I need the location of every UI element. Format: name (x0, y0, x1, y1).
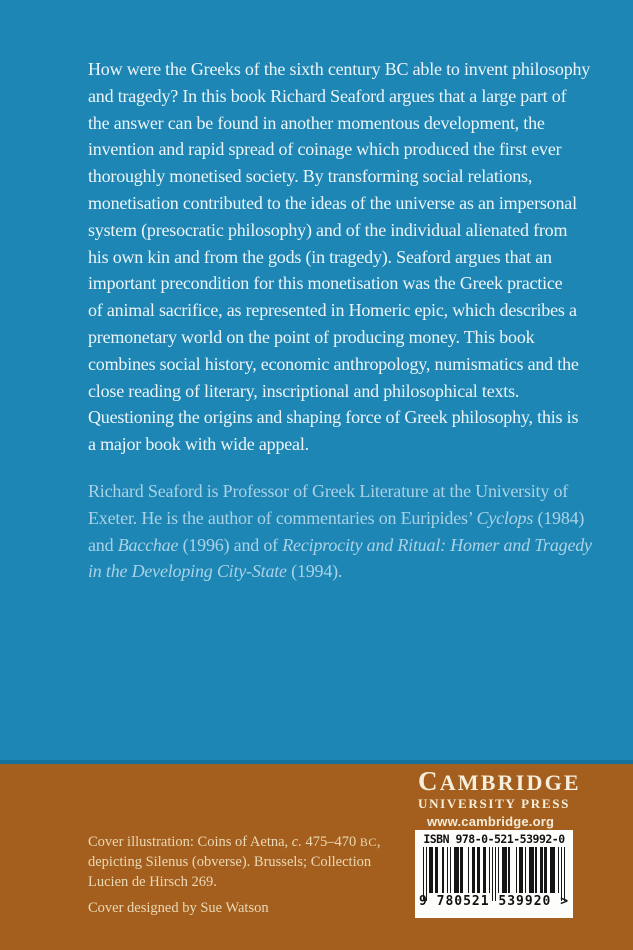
barcode-bars (415, 847, 573, 893)
illustration-credit-line (88, 872, 408, 892)
cambridge-university-press-logo (418, 766, 581, 829)
credit-text: , (376, 834, 381, 850)
illustration-credit-line (88, 832, 408, 852)
bio-text: (1994). (286, 561, 343, 582)
synopsis-line: of animal sacrifice, as represented in Homeric epic, which describes a (88, 300, 577, 321)
book-title-italic: Cyclops (476, 507, 534, 528)
credit-text: Lucien de Hirsch 269. (88, 874, 217, 890)
publisher-website: www.cambridge.org (427, 814, 555, 829)
synopsis-line: important precondition for this monetisation was the Greek practice (88, 273, 563, 294)
synopsis-line: a major book with wide appeal. (88, 434, 309, 455)
designer-credit: Cover designed by Sue Watson (88, 900, 269, 916)
cover-credits (88, 832, 408, 918)
book-title-italic: in the Developing City-State (88, 561, 287, 582)
credit-text: 475–470 (301, 834, 360, 850)
publisher-imprint: UNIVERSITY PRESS (418, 796, 571, 811)
book-title-italic: Reciprocity and Ritual: Homer and Tragedy (282, 534, 592, 555)
circa-italic: c. (291, 834, 302, 850)
synopsis-line: his own kin and from the gods (in tragedy). Seaford argues that an (88, 246, 552, 267)
bio-text: (1996) and of (178, 534, 283, 555)
bio-text: Exeter. He is the author of commentaries on Euripides’ (88, 507, 477, 528)
isbn-barcode (415, 830, 573, 918)
synopsis-line: combines social history, economic anthropology, numismatics and the (88, 353, 579, 374)
bio-line (88, 478, 628, 505)
synopsis-line: invention and rapid spread of coinage which produced the first ever (88, 139, 562, 160)
credit-text: Cover illustration: Coins of Aetna, (88, 834, 292, 850)
synopsis-paragraph (88, 56, 628, 458)
book-title-italic: Bacchae (117, 534, 179, 555)
credit-text: depicting Silenus (obverse). Brussels; Collection (88, 854, 372, 870)
barcode-digits: 9 780521 539920 > (418, 894, 570, 909)
bio-line (88, 505, 628, 532)
isbn-number-label: ISBN 978-0-521-53992-0 (423, 832, 565, 846)
bio-text: (1984) (533, 507, 585, 528)
illustration-credit-line (88, 852, 408, 872)
synopsis-line: How were the Greeks of the sixth century BC able to invent philosophy (88, 59, 591, 79)
synopsis-line: thoroughly monetised society. By transforming social relations, (88, 166, 533, 187)
author-bio-paragraph (88, 478, 628, 585)
synopsis-line: Questioning the origins and shaping force of Greek philosophy, this is (88, 407, 579, 428)
bio-line (88, 532, 628, 559)
bc-smallcaps: BC (359, 835, 377, 849)
synopsis-line: the answer can be found in another momentous development, the (88, 112, 545, 133)
bio-text: and (88, 534, 118, 555)
synopsis-line: system (presocratic philosophy) and of the individual alienated from (88, 219, 568, 240)
synopsis-line: close reading of literary, inscriptional and philosophical texts. (88, 380, 520, 401)
bio-text: Richard Seaford is Professor of Greek Literature at the University of (88, 481, 569, 501)
publisher-panel (0, 764, 633, 950)
synopsis-line: monetisation contributed to the ideas of the universe as an impersonal (88, 192, 577, 213)
publisher-wordmark: CAMBRIDGE (418, 766, 581, 796)
synopsis-line: premonetary world on the point of producing money. This book (88, 326, 535, 347)
synopsis-line: and tragedy? In this book Richard Seaford argues that a large part of (88, 85, 567, 106)
bio-line (88, 558, 628, 585)
